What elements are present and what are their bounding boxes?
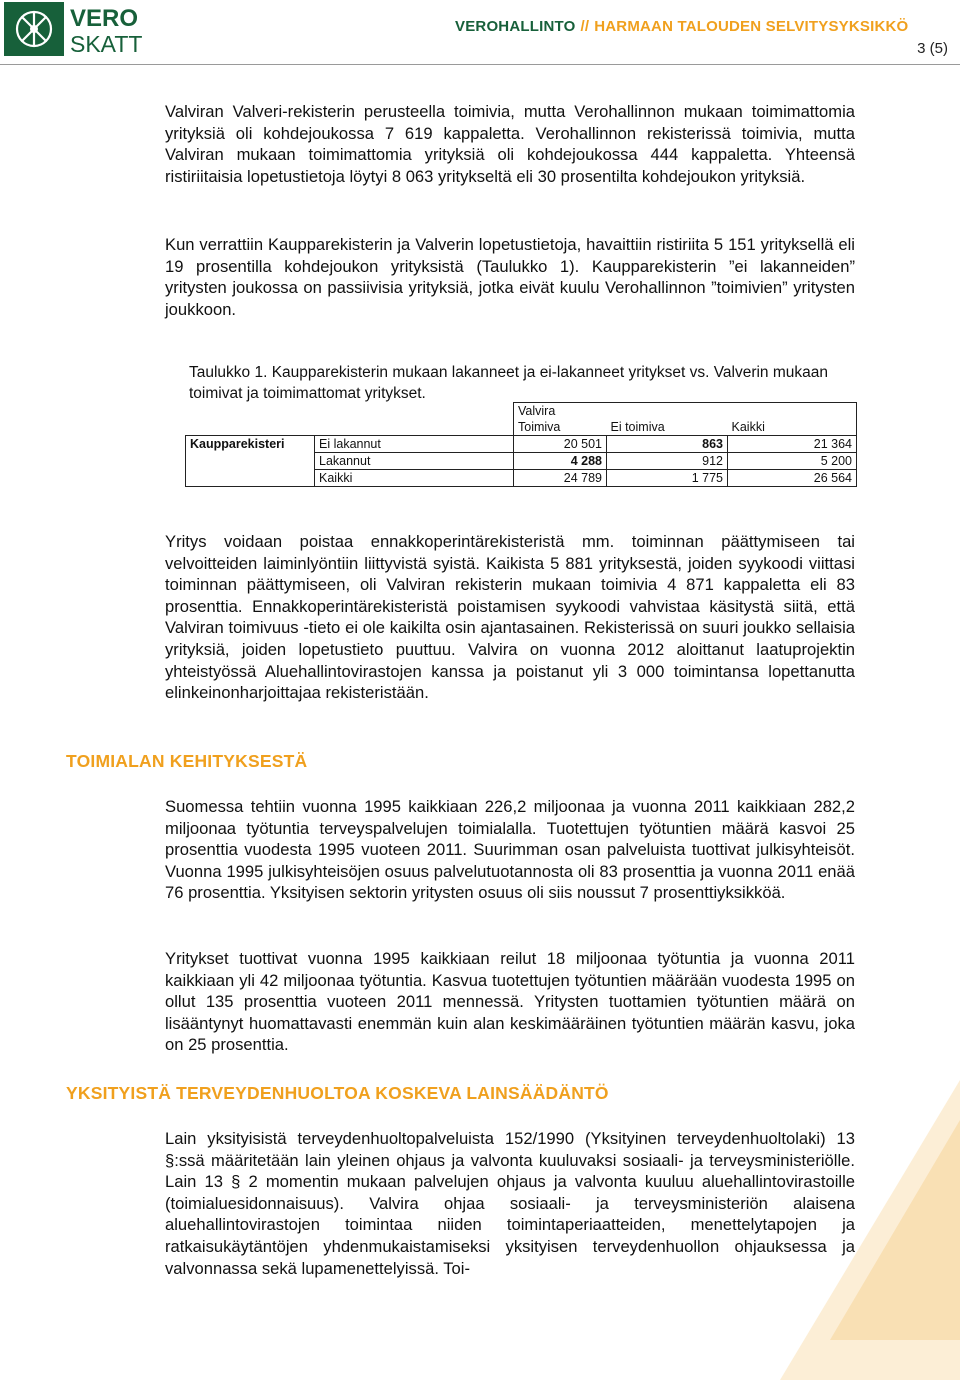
row-label: Lakannut [315, 453, 514, 470]
paragraph-1: Valviran Valveri-rekisterin perusteella toimivia, mutta Verohallinnon mukaan toimimattomia yrityksiä oli kohdejoukossa 7 619 kappaletta. Verohallinnon rekisterissä toimivia, mutta Valviran mukaan toimimattomia yrityksiä oli kohdejoukossa 444 kappaletta. Yhteensä ristiriitaisia lopetustietoja löytyi 8 063 yritykseltä eli 30 prosentilta kohdejoukon yrityksiä. [165, 102, 855, 186]
paragraph-2: Kun verrattiin Kaupparekisterin ja Valverin lopetustietoja, havaittiin ristiriita 5 151 yrityksellä eli 19 prosentilla kohdejoukon yrityksistä (Taulukko 1). Kaupparekisterin ”ei lakanneiden” yritysten joukossa on passiivisia yrityksiä, jotka eivät kuulu Verohallinnon ”toimivien” yritysten joukkoon. [165, 235, 855, 319]
col-header-ei-toimiva: Ei toimiva [610, 420, 665, 434]
data-table [185, 402, 857, 487]
paragraph-6: Lain yksityisistä terveydenhuoltopalveluista 152/1990 (Yksityinen terveydenhuoltolaki) 13 §:ssä määritetään lain yleinen ohjaus ja valvonta kuuluvaksi sosiaali- ja terveysministeriölle. Lain 13 § 2 momentin mukaan palvelujen ohjaus ja valvonta kuuluu aluehallintovirastoille (toimialuesidonnaisuus). Valvira ohjaa sosiaali- ja terveysministeriön alaisena aluehallintovirastojen toimintaa niiden toimintaperiaatteiden, menettelytapojen ja ratkaisukäytäntöjen yhdenmukaistamiseksi yksityisen terveydenhuollon ohjauksessa ja valvonnassa sekä lupamenettelyissä. Toi- [165, 1129, 855, 1278]
header-unit: HARMAAN TALOUDEN SELVITYSYKSIKKÖ [594, 18, 909, 35]
cell-value: 24 789 [514, 470, 607, 487]
row-label: Ei lakannut [315, 436, 514, 453]
section-heading-lainsaadanto: YKSITYISTÄ TERVEYDENHUOLTOA KOSKEVA LAINSÄÄDÄNTÖ [66, 1083, 609, 1103]
cell-value: 1 775 [607, 470, 728, 487]
row-label: Kaikki [315, 470, 514, 487]
page-number: 3 (5) [917, 40, 948, 57]
cell-value: 20 501 [514, 436, 607, 453]
table-group-header: Valvira [514, 403, 857, 420]
page-header [0, 0, 960, 62]
cell-value: 863 [607, 436, 728, 453]
col-header-toimiva: Toimiva [514, 419, 607, 436]
cell-value: 4 288 [514, 453, 607, 470]
table-row [186, 419, 857, 436]
cell-value: 26 564 [728, 470, 857, 487]
section-heading-toimiala: TOIMIALAN KEHITYKSESTÄ [66, 751, 308, 771]
paragraph-3: Yritys voidaan poistaa ennakkoperintärekisteristä mm. toiminnan päättymiseen tai velvoitteiden laiminlyöntiin liittyvistä syistä. Kaikista 5 881 yrityksestä, joiden syykoodi viittasi toiminnan päättymiseen, oli Valviran rekisterin mukaan toimivia 4 871 kappaletta eli 83 prosenttia. Ennakkoperintärekisteristä poistamisen syykoodi vahvistaa käsitystä siitä, että Valviran toimivuus -tieto ei ole kaikilta osin ajantasainen. Rekisterissä on suuri joukko sellaisia yrityksiä, joiden lopetustieto puuttuu. Valvira on vuonna 2012 aloittanut laatuprojektin yhteistyössä Aluehallintovirastojen kanssa ja poistanut yli 3 000 toimintansa lopettanutta elinkeinonharjoittajaa rekisteristään. [165, 532, 855, 703]
vero-skatt-logo [4, 2, 194, 56]
col-header-kaikki: Kaikki [728, 419, 857, 436]
row-header-kaupparekisteri: Kaupparekisteri [186, 436, 315, 487]
cell-value: 21 364 [728, 436, 857, 453]
svg-text:SKATT: SKATT [70, 31, 143, 56]
header-title [455, 18, 908, 35]
header-divider [0, 64, 960, 65]
table-row [186, 403, 857, 420]
svg-text:VERO: VERO [70, 5, 139, 32]
table-caption: Taulukko 1. Kaupparekisterin mukaan lakanneet ja ei-lakanneet yritykset vs. Valverin mukaan toimivat ja toimimattomat yritykset. [189, 364, 828, 402]
header-org: VEROHALLINTO [455, 18, 576, 35]
cell-value: 5 200 [728, 453, 857, 470]
header-separator: // [580, 18, 590, 35]
cell-value: 912 [607, 453, 728, 470]
table-row [186, 436, 857, 453]
paragraph-4: Suomessa tehtiin vuonna 1995 kaikkiaan 226,2 miljoonaa ja vuonna 2011 kaikkiaan 282,2 miljoonaa työtuntia terveyspalvelujen toimialalla. Tuotettujen työtuntien määrä kasvoi 25 prosenttia vuodesta 1995 vuoteen 2011. Suurimman osan palveluista tuottivat julkisyhteisöt. Vuonna 1995 julkisyhteisöjen osuus palvelutuotannosta oli 83 prosenttia ja vuonna 2011 enää 76 prosenttia. Yksityisen sektorin yritysten osuus oli siis noussut 7 prosenttiyksikköä. [165, 797, 855, 903]
paragraph-5: Yritykset tuottivat vuonna 1995 kaikkiaan reilut 18 miljoonaa työtuntia ja vuonna 2011 kaikkiaan yli 42 miljoonaa työtuntia. Kasvua tuotettujen työtuntien määrään vuodesta 1995 on ollut 135 prosenttia vuoteen 2011 mennessä. Yritysten tuottamien työtuntien määrä on lisääntynyt huomattavasti enemmän kuin alan keskimääräinen työtuntien määrän kasvu, joka on 25 prosenttia. [165, 949, 855, 1055]
